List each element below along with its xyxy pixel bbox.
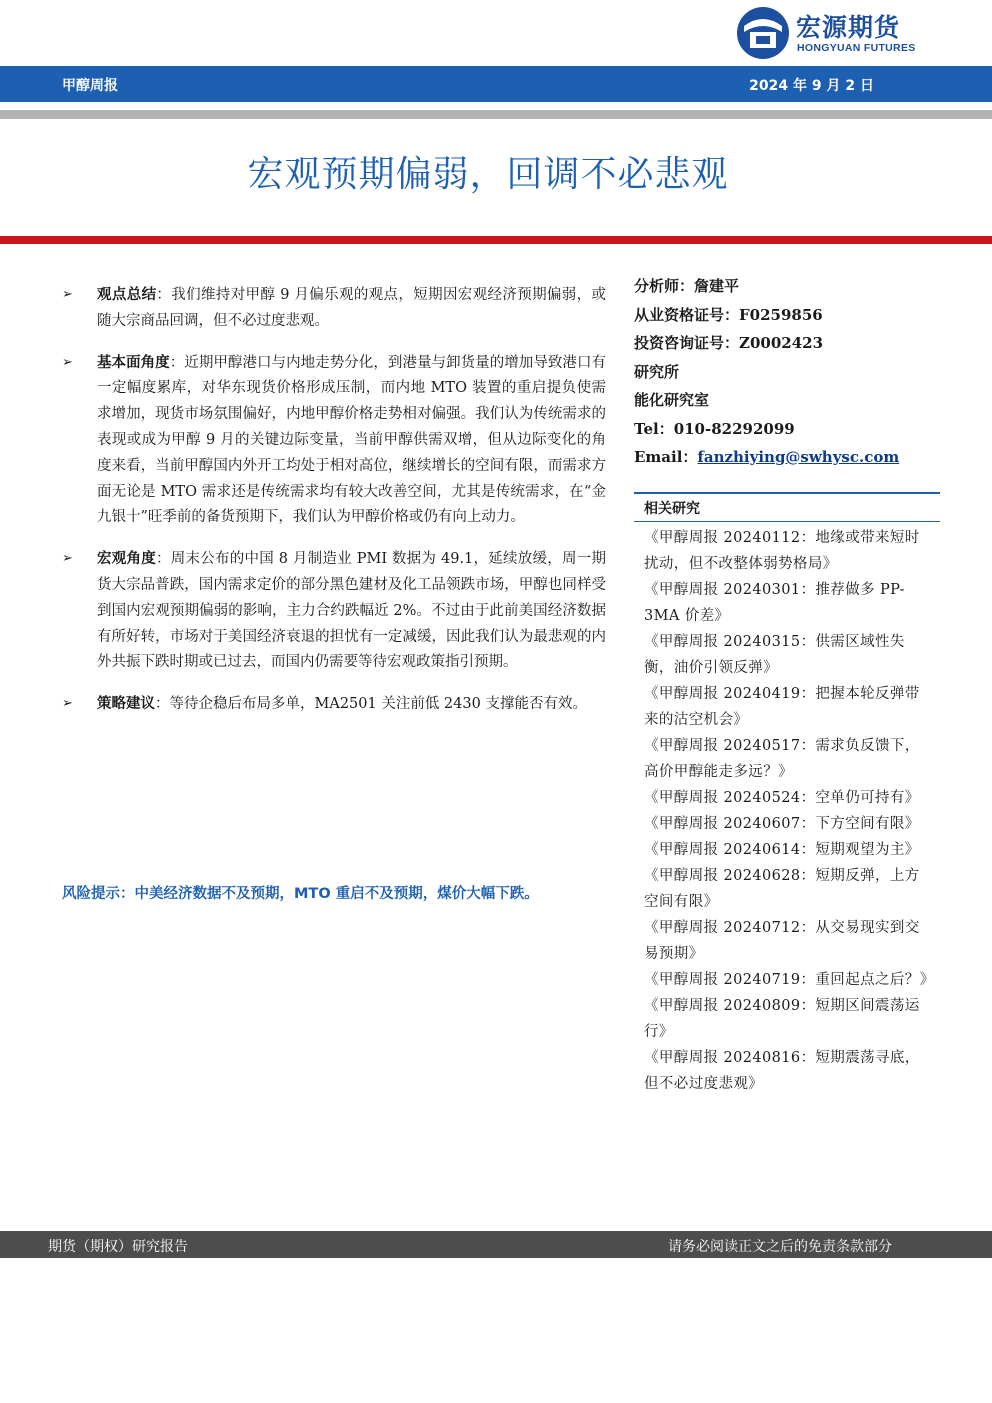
qualification-line: [634, 301, 940, 330]
paragraph-lead: 宏观角度: [97, 550, 156, 568]
logo-mark-icon: [736, 6, 790, 60]
footer-report-type: 期货（期权）研究报告: [48, 1239, 188, 1255]
risk-warning: 风险提示：中美经济数据不及预期，MTO 重启不及预期，煤价大幅下跌。: [62, 886, 539, 902]
report-body: [62, 282, 606, 733]
analyst-line: [634, 272, 940, 301]
paragraph-text: ：近期甲醇港口与内地走势分化，到港量与卸货量的增加导致港口有一定幅度累库，对华东现货价格形成压制，而内地 MTO 装置的重启提负使需求增加，现货市场氛围偏好，内地甲醇价格走势相对偏强。我们认为传统需求的表现或成为甲醇 9 月的关键边际变量，当前甲醇供需双增，但从边际变化的角度来看，当前甲醇国内外开工均处于相对高位，继续增长的空间有限，而需求方面无论是 MTO 需求还是传统需求均有较大改善空间，尤其是传统需求，在“金九银十”旺季前的备货预期下，我们认为甲醇价格或仍有向上动力。: [97, 354, 607, 526]
consult-value: Z0002423: [739, 334, 824, 352]
related-item[interactable]: 《甲醇周报 20240524：空单仍可持有》: [644, 790, 920, 806]
related-item[interactable]: 《甲醇周报 20240419：把握本轮反弹带来的沽空机会》: [644, 686, 920, 728]
email-link[interactable]: fanzhiying@swhysc.com: [697, 448, 900, 466]
analyst-name: 詹建平: [694, 277, 740, 295]
paragraph-text: ：等待企稳后布局多单，MA2501 关注前低 2430 支撑能否有效。: [155, 696, 587, 713]
qualification-value: F0259856: [739, 305, 823, 324]
related-item[interactable]: 《甲醇周报 20240816：短期震荡寻底，但不必过度悲观》: [644, 1050, 920, 1092]
analyst-label: 分析师：: [634, 277, 695, 295]
bullet-arrow-icon: ➢: [62, 354, 73, 370]
strategy-paragraph: [62, 691, 606, 718]
footer-disclaimer-note: 请务必阅读正文之后的免责条款部分: [668, 1239, 892, 1255]
related-item[interactable]: 《甲醇周报 20240315：供需区域性失衡，油价引领反弹》: [644, 634, 905, 676]
header-divider: [0, 110, 992, 119]
related-item[interactable]: 《甲醇周报 20240719：重回起点之后？》: [644, 972, 935, 988]
paragraph-text: ：周末公布的中国 8 月制造业 PMI 数据为 49.1，延续放缓，周一期货大宗品普跌，国内需求定价的部分黑色建材及化工品领跌市场，甲醇也同样受到国内宏观预期偏弱的影响，主力合约跌幅近 2%。不过由于此前美国经济数据有所好转，市场对于美国经济衰退的担忧有一定减缓，因此我们认为最悲观的内外共振下跌时期或已过去，而国内仍需要等待宏观政策指引预期。: [97, 551, 606, 671]
page-footer: [0, 1231, 992, 1258]
institute: 研究所: [634, 362, 680, 381]
related-item[interactable]: 《甲醇周报 20240517：需求负反馈下，高价甲醇能走多远？》: [644, 738, 920, 780]
related-item[interactable]: 《甲醇周报 20240628：短期反弹，上方空间有限》: [644, 868, 920, 910]
report-date: 2024 年 9 月 2 日: [749, 78, 874, 94]
title-divider: [0, 236, 992, 244]
paragraph-lead: 观点总结: [97, 286, 157, 303]
summary-paragraph: [62, 282, 606, 335]
macro-paragraph: [62, 546, 606, 676]
bullet-arrow-icon: ➢: [62, 551, 73, 567]
paragraph-lead: 策略建议: [97, 695, 155, 713]
tel-line: [634, 415, 940, 444]
fundamentals-paragraph: [62, 350, 606, 532]
report-header-bar: [0, 66, 992, 102]
tel-label: Tel：: [634, 419, 674, 438]
email-label: Email：: [634, 448, 698, 466]
related-item[interactable]: 《甲醇周报 20240712：从交易现实到交易预期》: [644, 920, 920, 962]
company-logo: [736, 4, 936, 62]
consult-line: [634, 329, 940, 358]
paragraph-text: ：我们维持对甲醇 9 月偏乐观的观点，短期因宏观经济预期偏弱，或随大宗商品回调，但不必过度悲观。: [97, 287, 606, 329]
department: 能化研究室: [634, 391, 710, 409]
related-item[interactable]: 《甲醇周报 20240112：地缘或带来短时扰动，但不改整体弱势格局》: [644, 530, 920, 572]
related-item[interactable]: 《甲醇周报 20240301：推荐做多 PP-3MA 价差》: [644, 582, 905, 624]
bullet-arrow-icon: ➢: [62, 696, 73, 712]
qualification-label: 从业资格证号：: [634, 305, 740, 324]
logo-name-en: HONGYUAN FUTURES: [797, 42, 916, 54]
related-list: [634, 522, 940, 1097]
report-type: 甲醇周报: [62, 78, 118, 94]
logo-name-cn: 宏源期货: [796, 13, 901, 42]
consult-label: 投资咨询证号：: [634, 334, 740, 352]
related-title: 相关研究: [634, 494, 940, 522]
paragraph-lead: 基本面角度: [97, 353, 170, 371]
tel-value: 010-82292099: [673, 419, 795, 438]
related-item[interactable]: 《甲醇周报 20240809：短期区间震荡运行》: [644, 998, 920, 1040]
report-title: 宏观预期偏弱，回调不必悲观: [247, 154, 729, 195]
analyst-info: [634, 272, 940, 472]
bullet-arrow-icon: ➢: [62, 287, 73, 302]
related-research: [634, 492, 940, 1097]
related-item[interactable]: 《甲醇周报 20240607：下方空间有限》: [644, 816, 920, 832]
email-line: [634, 443, 940, 472]
related-item[interactable]: 《甲醇周报 20240614：短期观望为主》: [644, 842, 920, 858]
